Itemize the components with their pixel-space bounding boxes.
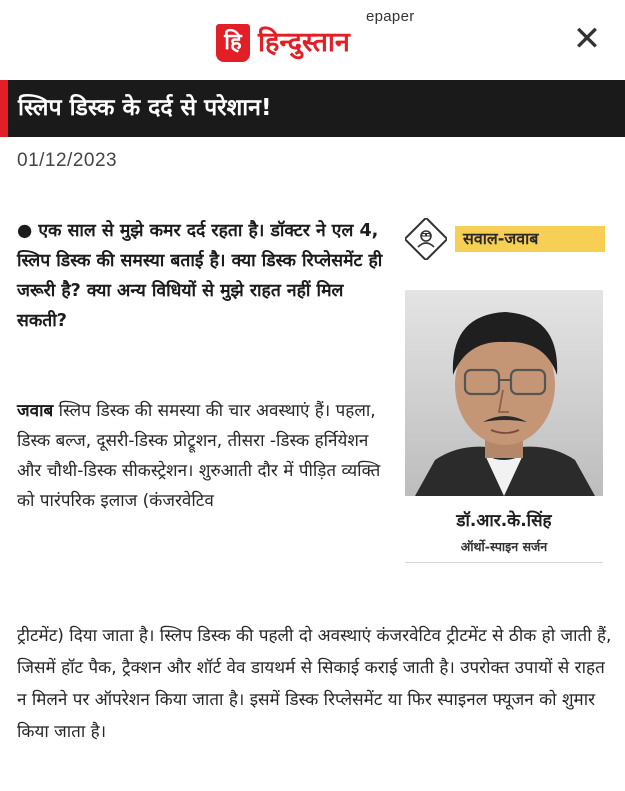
divider [405, 562, 603, 563]
logo-epaper-label: epaper [366, 8, 415, 25]
logo-mark-icon: हि [216, 24, 250, 62]
article-date: 01/12/2023 [17, 150, 118, 171]
qa-person-icon [405, 218, 447, 260]
doctor-photo [405, 290, 603, 496]
newspaper-logo[interactable] [216, 8, 416, 70]
headline-bar [0, 80, 625, 137]
qa-section-tag [405, 218, 605, 260]
top-bar [0, 0, 625, 78]
article-headline: स्लिप डिस्क के दर्द से परेशान! [18, 95, 272, 121]
answer-paragraph [17, 396, 392, 516]
close-icon[interactable]: ✕ [572, 19, 602, 59]
doctor-role: ऑर्थो-स्पाइन सर्जन [460, 539, 548, 554]
answer-label: जवाब [17, 401, 54, 421]
qa-tag-label: सवाल-जवाब [455, 226, 605, 252]
reader-question: ● एक साल से मुझे कमर दर्द रहता है। डॉक्टर ने एल 4, स्लिप डिस्क की समस्या बताई है। क्या डिस्क रिप्लेसमेंट ही जरूरी है? क्या अन्य विधियों से मुझे राहत नहीं मिल सकती? [17, 221, 383, 331]
logo-text: हिन्दुस्तान [258, 27, 350, 58]
answer-continuation: ट्रीटमेंट) दिया जाता है। स्लिप डिस्क की पहली दो अवस्थाएं कंजरवेटिव ट्रीटमेंट से ठीक हो जाती हैं, जिसमें हॉट पैक, ट्रैक्शन और शॉर्ट वेव डायथर्म से सिकाई कराई जाती है। उपरोक्त उपायों से राहत न मिलने पर ऑपरेशन किया जाता है। इसमें डिस्क रिप्लेसमेंट या फिर स्पाइनल फ्यूजन को शुमार किया जाता है। [17, 626, 612, 742]
doctor-name: डॉ.आर.के.सिंह [456, 511, 552, 531]
answer-text: स्लिप डिस्क की समस्या की चार अवस्थाएं हैं। पहला, डिस्क बल्ज, दूसरी-डिस्क प्रोट्रूशन, तीसरा -डिस्क हर्नियेशन और चौथी-डिस्क सीकस्ट्रेशन। शुरुआती दौर में पीड़ित व्यक्ति को पारंपरिक इलाज (कंजरवेटिव [17, 401, 381, 511]
